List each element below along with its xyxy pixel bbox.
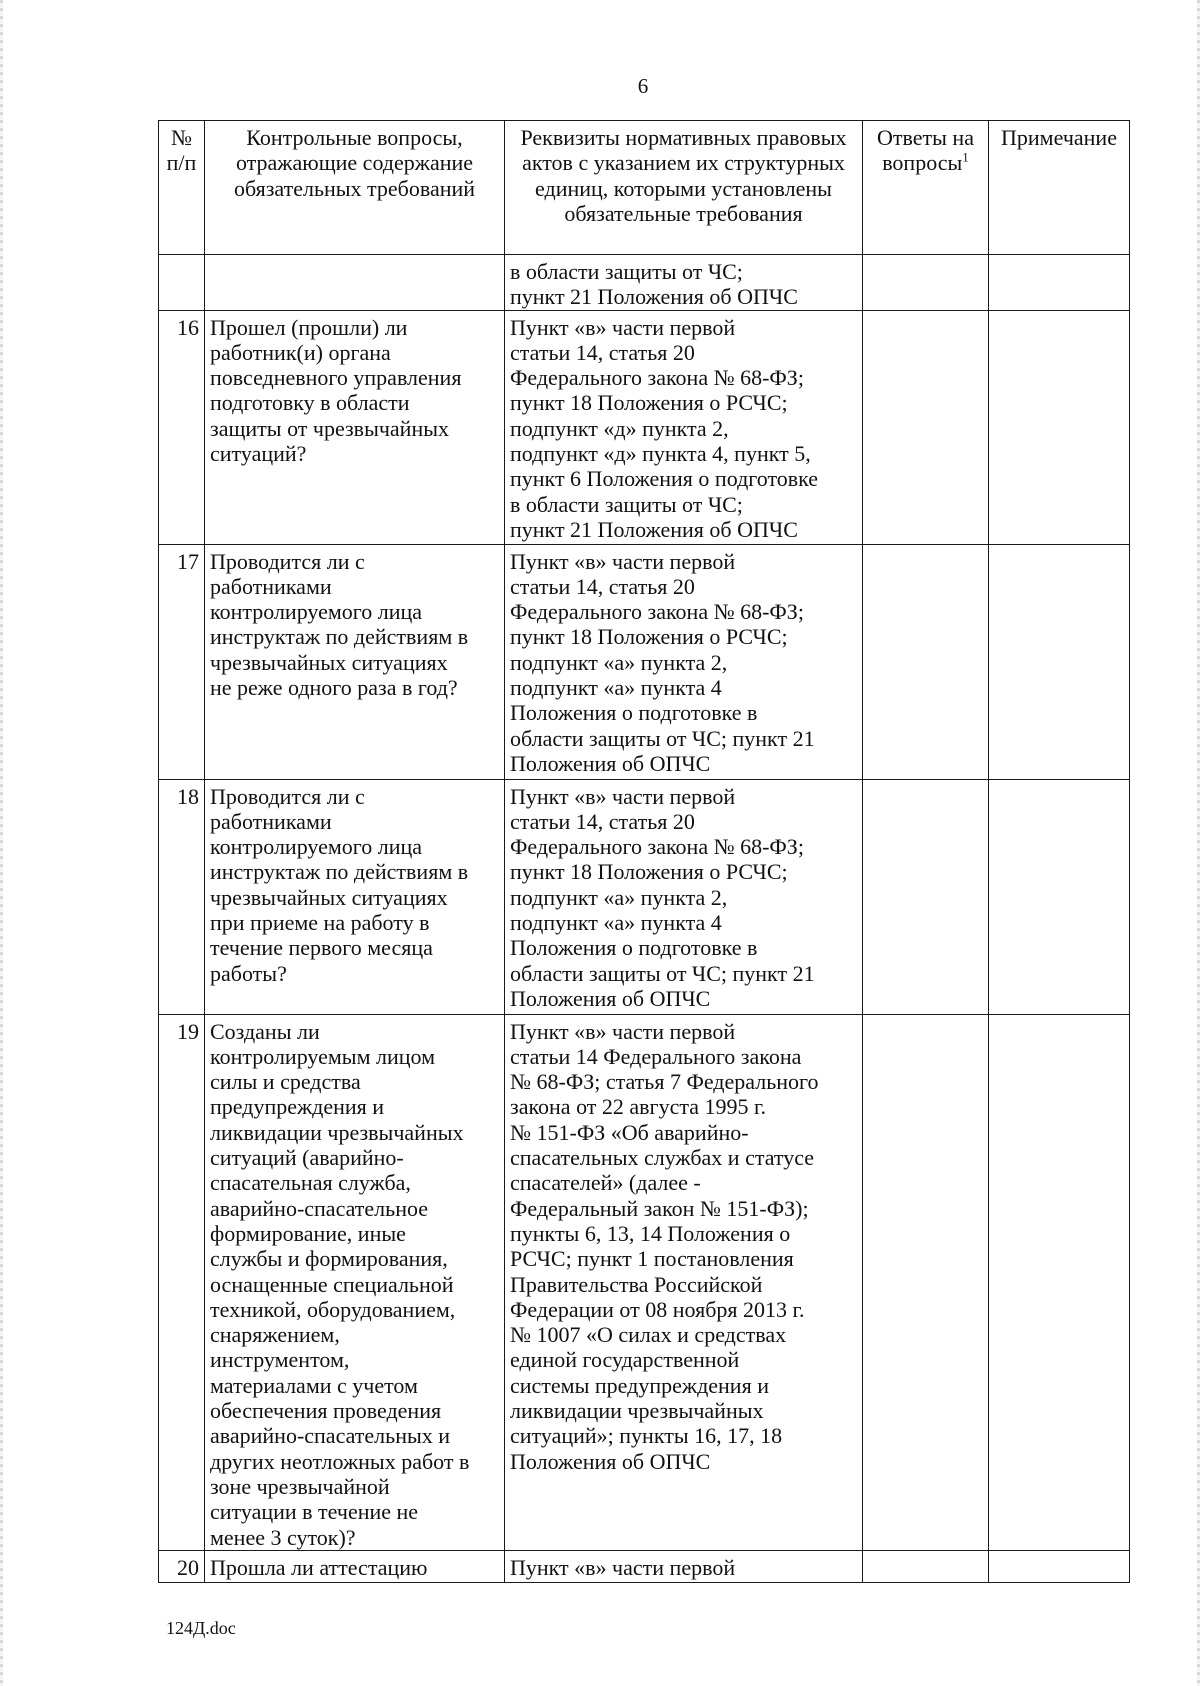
row-answer-cell[interactable] bbox=[863, 255, 989, 311]
header-requisites: Реквизиты нормативных правовых актов с указанием их структурных единиц, которыми установлены обязательные требования bbox=[505, 121, 863, 255]
row-requisites: Пункт «в» части первой статьи 14, статья 20 Федерального закона № 68-ФЗ; пункт 18 Положения о РСЧС; подпункт «а» пункта 2, подпункт «а» пункта 4 Положения о подготовке в области защиты от ЧС; пункт 21 Положения об ОПЧС bbox=[505, 779, 863, 1014]
table-header-row bbox=[159, 121, 1130, 255]
row-num: 16 bbox=[159, 310, 205, 544]
row-num: 17 bbox=[159, 544, 205, 779]
row-answer-cell[interactable] bbox=[863, 310, 989, 544]
table-row bbox=[159, 310, 1130, 544]
row-note-cell[interactable] bbox=[989, 779, 1130, 1014]
table-row bbox=[159, 779, 1130, 1014]
header-question: Контрольные вопросы, отражающие содержание обязательных требований bbox=[205, 121, 505, 255]
row-question: Созданы ли контролируемым лицом силы и средства предупреждения и ликвидации чрезвычайных ситуаций (аварийно- спасательная служба, аварийно-спасательное формирование, иные службы и формирования, оснащенные специальной техникой, оборудованием, снаряжением, инструментом, материалами с учетом обеспечения проведения аварийно-спасательных и других неотложных работ в зоне чрезвычайной ситуации в течение не менее 3 суток)? bbox=[205, 1014, 505, 1550]
row-note-cell[interactable] bbox=[989, 1014, 1130, 1550]
row-requisites: Пункт «в» части первой bbox=[505, 1550, 863, 1582]
row-note-cell[interactable] bbox=[989, 1550, 1130, 1582]
checklist-table bbox=[158, 120, 1130, 1583]
row-num: 19 bbox=[159, 1014, 205, 1550]
row-question: Прошла ли аттестацию bbox=[205, 1550, 505, 1582]
row-answer-cell[interactable] bbox=[863, 1014, 989, 1550]
scan-left-edge bbox=[0, 0, 3, 1686]
row-question bbox=[205, 255, 505, 311]
header-note: Примечание bbox=[989, 121, 1130, 255]
row-requisites: Пункт «в» части первой статьи 14 Федерального закона № 68-ФЗ; статья 7 Федерального закона от 22 августа 1995 г. № 151-ФЗ «Об аварийно- спасательных службах и статусе спасателей» (далее - Федеральный закон № 151-ФЗ); пункты 6, 13, 14 Положения о РСЧС; пункт 1 постановления Правительства Российской Федерации от 08 ноября 2013 г. № 1007 «О силах и средствах единой государственной системы предупреждения и ликвидации чрезвычайных ситуаций»; пункты 16, 17, 18 Положения об ОПЧС bbox=[505, 1014, 863, 1550]
row-question: Проводится ли с работниками контролируемого лица инструктаж по действиям в чрезвычайных ситуациях при приеме на работу в течение первого месяца работы? bbox=[205, 779, 505, 1014]
row-note-cell[interactable] bbox=[989, 310, 1130, 544]
row-answer-cell[interactable] bbox=[863, 544, 989, 779]
table-row bbox=[159, 1014, 1130, 1550]
row-requisites: Пункт «в» части первой статьи 14, статья 20 Федерального закона № 68-ФЗ; пункт 18 Положения о РСЧС; подпункт «д» пункта 2, подпункт «д» пункта 4, пункт 5, пункт 6 Положения о подготовке в области защиты от ЧС; пункт 21 Положения об ОПЧС bbox=[505, 310, 863, 544]
row-num: 18 bbox=[159, 779, 205, 1014]
row-num bbox=[159, 255, 205, 311]
table-row bbox=[159, 255, 1130, 311]
header-answers bbox=[863, 121, 989, 255]
page-number: 6 bbox=[637, 74, 649, 98]
table-row bbox=[159, 544, 1130, 779]
row-question: Прошел (прошли) ли работник(и) органа повседневного управления подготовку в области защиты от чрезвычайных ситуаций? bbox=[205, 310, 505, 544]
header-answers-label: Ответы на вопросы bbox=[877, 125, 974, 176]
document-filename: 124Д.doc bbox=[166, 1618, 236, 1638]
row-requisites: Пункт «в» части первой статьи 14, статья 20 Федерального закона № 68-ФЗ; пункт 18 Положения о РСЧС; подпункт «а» пункта 2, подпункт «а» пункта 4 Положения о подготовке в области защиты от ЧС; пункт 21 Положения об ОПЧС bbox=[505, 544, 863, 779]
row-num: 20 bbox=[159, 1550, 205, 1582]
row-requisites: в области защиты от ЧС; пункт 21 Положения об ОПЧС bbox=[505, 255, 863, 311]
footnote-marker: 1 bbox=[962, 149, 969, 165]
row-question: Проводится ли с работниками контролируемого лица инструктаж по действиям в чрезвычайных ситуациях не реже одного раза в год? bbox=[205, 544, 505, 779]
table-row bbox=[159, 1550, 1130, 1582]
header-num: № п/п bbox=[159, 121, 205, 255]
row-answer-cell[interactable] bbox=[863, 1550, 989, 1582]
row-note-cell[interactable] bbox=[989, 255, 1130, 311]
row-note-cell[interactable] bbox=[989, 544, 1130, 779]
row-answer-cell[interactable] bbox=[863, 779, 989, 1014]
